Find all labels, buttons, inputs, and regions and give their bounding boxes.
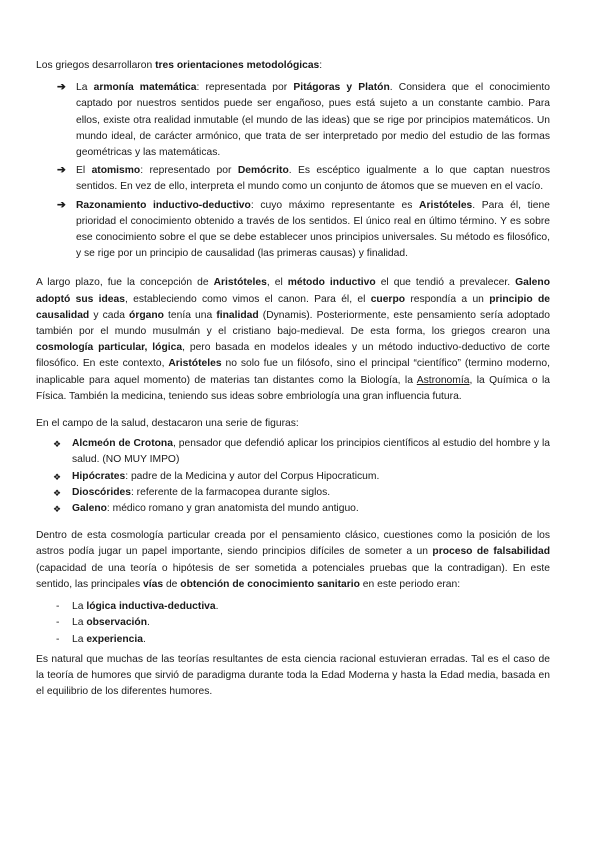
bold-text: atomismo bbox=[91, 165, 141, 177]
figures-list bbox=[36, 436, 550, 517]
diamond-bullet-icon: ❖ bbox=[53, 487, 62, 498]
bold-text: Pitágoras y Platón bbox=[293, 82, 390, 94]
list-item: - La lógica inductiva-deductiva. bbox=[72, 599, 550, 615]
arrow-bullet-icon: ➔ bbox=[57, 82, 66, 94]
text: : bbox=[319, 60, 323, 71]
text: Los griegos desarrollaron bbox=[36, 60, 156, 71]
list-item: - La experiencia. bbox=[72, 632, 550, 648]
list-item: ➔ El atomismo: representado por Demócrito. Es escéptico igualmente a lo que captan nuestros sentidos. En vez de ello, interpreta el mundo como un conjunto de átomos que se mueven en el vacío. bbox=[57, 165, 550, 193]
aristoteles-paragraph: A largo plazo, fue la concepción de Aristóteles, el método inductivo el que tendió a prevalecer. Galeno adoptó sus ideas, estableciendo como vimos el canon. Para él, el cuerpo respondía a un principio de causalidad y cada órgano tenía una finalidad (Dynamis). Posteriormente, este pensamiento sería adoptado también por el mundo musulmán y el cristiano bajo-medieval. De esta forma, los griegos crearon una cosmología particular, lógica, pero basada en modelos ideales y un método inductivo-deductivo de corte filosófico. En este contexto, Aristóteles no solo fue un filósofo, sino el principal “científico” (termino moderno, inaplicable para aquel momento) de materias tan distantes como la Biología, la Astronomía, la Química o la Física. También la medicina, teniendo sus ideas sobre embriología una gran influencia futura. bbox=[36, 277, 550, 402]
list-item: ➔ La armonía matemática: representada por Pitágoras y Platón. Considera que el conocimiento captado por nuestros sentidos puede ser engañoso, pues está sujeto a un constante cambio. Para ellos, existe otra realidad inmutable (el mundo de las ideas) que se rige por principios matemáticos. Un mundo ideal, de carácter armónico, que trata de ser interpretado por medio del estudio de las formas geométricas y las matemáticas. bbox=[57, 82, 550, 159]
bold-text: Razonamiento inductivo-deductivo bbox=[76, 199, 251, 211]
list-item: ➔ Razonamiento inductivo-deductivo: cuyo máximo representante es Aristóteles. Para él, tiene prioridad el conocimiento obtenido a través de los sentidos. El único real en último término. Y es sobre ese conocimiento sobre el que se debe establecer unos principios universales. Su método es filosófico, y se rige por un principio de causalidad (las primeras causas) y finalidad. bbox=[57, 199, 550, 260]
list-item: ❖ Alcmeón de Crotona, pensador que defendió aplicar los principios científicos al estudio del hombre y la salud. (NO MUY IMPO) bbox=[53, 438, 550, 466]
intro-paragraph bbox=[36, 58, 550, 74]
dash-bullet-icon: - bbox=[56, 601, 60, 613]
document-page bbox=[36, 58, 550, 700]
diamond-bullet-icon: ❖ bbox=[53, 439, 62, 450]
diamond-bullet-icon: ❖ bbox=[53, 471, 62, 482]
arrow-bullet-icon: ➔ bbox=[57, 199, 66, 211]
salud-intro-paragraph: En el campo de la salud, destacaron una serie de figuras: bbox=[36, 418, 299, 430]
dash-bullet-icon: - bbox=[56, 617, 60, 629]
underlined-text: Astronomía bbox=[416, 374, 470, 386]
bold-text: Aristóteles bbox=[419, 199, 473, 211]
orientations-list bbox=[36, 80, 550, 262]
dash-bullet-icon: - bbox=[56, 633, 60, 645]
bold-text: armonía matemática bbox=[93, 82, 197, 94]
cosmologia-paragraph: Dentro de esta cosmología particular creada por el pensamiento clásico, cuestiones como la posición de los astros podía jugar un papel importante, siendo principios difíciles de someter a un proceso de falsabilidad (capacidad de una teoría o hipótesis de ser sometida a potenciales pruebas que la contradigan). En este sentido, las principales vías de obtención de conocimiento sanitario en este periodo eran: bbox=[36, 530, 550, 590]
paths-list bbox=[36, 599, 550, 648]
bold-text: Demócrito bbox=[237, 165, 289, 177]
conclusion-paragraph: Es natural que muchas de las teorías resultantes de esta ciencia racional estuvieran erradas. Tal es el caso de la teoría de humores que sirvió de paradigma durante toda la Edad Moderna y hasta la Edad media, basada en el equilibrio de los diferentes humores. bbox=[36, 653, 550, 698]
list-item: ❖ Hipócrates: padre de la Medicina y autor del Corpus Hipocraticum. bbox=[72, 469, 550, 485]
list-item: ❖ Galeno: médico romano y gran anatomista del mundo antiguo. bbox=[72, 501, 550, 517]
arrow-bullet-icon: ➔ bbox=[57, 165, 66, 177]
list-item: ❖ Dioscórides: referente de la farmacopea durante siglos. bbox=[72, 485, 550, 501]
diamond-bullet-icon: ❖ bbox=[53, 504, 62, 515]
bold-text: tres orientaciones metodológicas bbox=[155, 60, 320, 71]
list-item: - La observación. bbox=[72, 615, 550, 631]
